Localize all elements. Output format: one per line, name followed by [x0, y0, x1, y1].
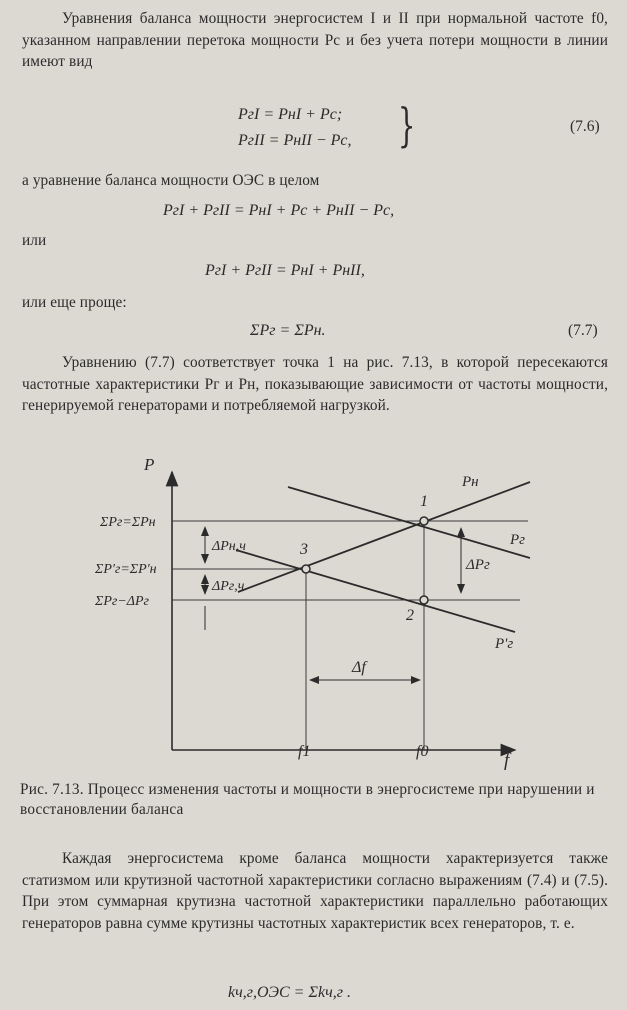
label-dPg: ΔPг: [466, 557, 490, 573]
label-Pg: Pг: [510, 532, 526, 548]
label-point-2: 2: [406, 607, 414, 624]
point-1: [420, 517, 428, 525]
equation-simplified: PгI + PгII = PнI + PнII,: [205, 262, 365, 279]
label-dPg-ch: ΔPг,ч: [212, 579, 245, 594]
equation-7-7: ΣPг = ΣPн.: [250, 322, 326, 339]
label-axis-f: f: [504, 750, 510, 770]
label-df: Δf: [352, 659, 366, 676]
paragraph-oes-balance: а уравнение баланса мощности ОЭС в целом: [22, 172, 320, 189]
label-Pg-prime: P'г: [495, 636, 514, 652]
equation-slope-sum: kч,г,ОЭС = Σkч,г .: [228, 984, 351, 1001]
figure-7-13: [0, 450, 627, 770]
figure-caption: Рис. 7.13. Процесс изменения частоты и мощности в энергосистеме при нарушении и восстановлении баланса: [20, 781, 595, 818]
equation-7-7-number: (7.7): [568, 322, 598, 339]
label-f1: f1: [298, 743, 311, 760]
label-Pn: Pн: [462, 474, 479, 490]
label-dPn: ΔPн,ч: [212, 539, 246, 554]
equation-oes: PгI + PгII = PнI + Pс + PнII − Pс,: [163, 202, 395, 219]
equation-7-6-line1: PгI = PнI + Pс;: [238, 106, 343, 123]
point-3: [302, 565, 310, 573]
label-point-1: 1: [420, 493, 428, 510]
label-f0: f0: [416, 743, 429, 760]
equation-7-6-line2: PгII = PнII − Pс,: [238, 132, 352, 149]
paragraph-simpler: или еще проще:: [22, 294, 127, 311]
label-level-3: ΣP'г=ΣP'н: [95, 562, 157, 577]
point-2: [420, 596, 428, 604]
line-Pg: [238, 482, 530, 592]
equation-7-6-number: (7.6): [570, 118, 600, 135]
label-point-3: 3: [300, 541, 308, 558]
paragraph-intro: Уравнения баланса мощности энергосистем I и II при нормальной частоте f0, указанном направлении перетока мощности Pc и без учета потери мощности в линии имеют вид: [22, 10, 608, 70]
label-axis-P: P: [144, 455, 155, 474]
paragraph-point-1: Уравнению (7.7) соответствует точка 1 на рис. 7.13, в которой пересекаются частотные характеристики Pг и Pн, показывающие зависимости от частоты мощности, генерируемой генераторами и потребляемой нагрузкой.: [22, 354, 608, 414]
paragraph-statism: Каждая энергосистема кроме баланса мощности характеризуется также статизмом или крутизной частотной характеристики согласно выражениям (7.4) и (7.5). При этом суммарная крутизна частотной характеристики параллельно работающих генераторов равна сумме крутизны частотных характеристик всех генераторов, т. е.: [22, 850, 608, 932]
label-level-2: ΣPг−ΔPг: [95, 594, 150, 609]
word-ili-1: или: [22, 232, 47, 249]
label-level-1: ΣPг=ΣPн: [100, 515, 156, 530]
right-brace: }: [397, 98, 416, 152]
line-Pn: [288, 487, 530, 558]
